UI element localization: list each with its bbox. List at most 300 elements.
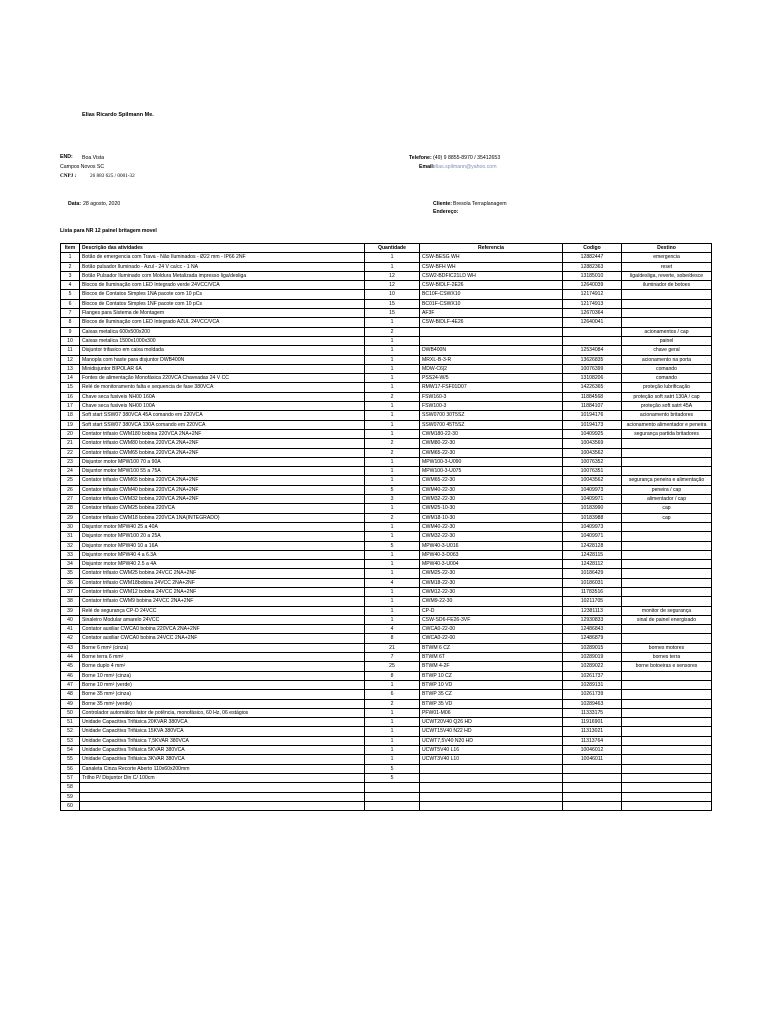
table-row [61,439,712,448]
table-row [61,467,712,476]
cell-destination [622,690,712,699]
cell-quantity: 25 [365,662,420,671]
cell-code: 10043562 [563,448,622,457]
cell-quantity: 8 [365,634,420,643]
cell-quantity: 5 [365,764,420,773]
cell-quantity: 2 [365,513,420,522]
cell-quantity: 1 [365,420,420,429]
cell-destination [622,718,712,727]
cell-description: Unidade Capacitiva Trifásica 5KVAR 380VCA [80,746,365,755]
cell-code: 11916901 [563,718,622,727]
cell-quantity: 1 [365,522,420,531]
cell-reference: MPW100-3-U075 [420,467,563,476]
table-row [61,513,712,522]
cell-description: Chave seca fusiveis NH00 100A [80,402,365,411]
cell-quantity: 1 [365,504,420,513]
col-header-destination: Destino [622,244,712,253]
cell-code: 10289463 [563,699,622,708]
client-address-label: Endereço: [433,209,459,215]
cell-code: 10046012 [563,746,622,755]
cell-code: 12381113 [563,606,622,615]
cell-item: 20 [61,429,80,438]
cell-item: 10 [61,336,80,345]
cell-code: 11313021 [563,727,622,736]
cell-destination [622,671,712,680]
cell-item: 25 [61,476,80,485]
cell-destination [622,522,712,531]
cell-description: Botão de emergencia com Trava - Não Iluminados - Ø22 mm - IP66 2NF [80,253,365,262]
cell-code [563,336,622,345]
cell-destination: painel [622,336,712,345]
cell-destination [622,290,712,299]
cell-reference: SSW0700 45T5SZ [420,420,563,429]
cell-destination: monitor de segurança [622,606,712,615]
cell-destination: borne botoeiras e sensores [622,662,712,671]
address-label: END: [60,154,73,160]
cell-description: Sinaleiro Modular amarelo 24VCC [80,615,365,624]
cell-description: Contator trifasio CWM9 bobina 24VCC 2NA+2NF [80,597,365,606]
cell-destination [622,634,712,643]
cell-reference: CSW-BFH WH [420,262,563,271]
cell-quantity: 10 [365,290,420,299]
cell-code [563,773,622,782]
cell-description: Unidade Capacitiva Trifásica 15KVA 380VCA [80,727,365,736]
cell-description: Borne 35 mm² (verde) [80,699,365,708]
cell-code: 10186031 [563,578,622,587]
cell-description: Contator trifasio CWM18bobina 24VCC 2NA+2NF [80,578,365,587]
cell-reference: MDW-C6|2 [420,364,563,373]
cell-quantity: 1 [365,476,420,485]
table-row [61,615,712,624]
table-row [61,309,712,318]
cell-code: 10194173 [563,420,622,429]
cell-description: Soft start SSW07 380VCA 130A comando em 220VCA [80,420,365,429]
cell-destination: reset [622,262,712,271]
cell-description: Botão pulsador Iluminado - Azul - 24 V ca/cc - 1 NA [80,262,365,271]
cell-quantity: 1 [365,587,420,596]
cell-item: 30 [61,522,80,531]
col-header-description: Descrição das atividades [80,244,365,253]
cell-destination [622,801,712,810]
cell-item: 37 [61,587,80,596]
cell-code: 10261739 [563,690,622,699]
cell-code: 10289131 [563,680,622,689]
cell-item: 23 [61,457,80,466]
cell-reference: CSW-BIDLF-4E26 [420,318,563,327]
cell-destination: cap [622,513,712,522]
cell-code: 12174912 [563,290,622,299]
cell-destination [622,560,712,569]
cell-destination: bornes motores [622,643,712,652]
table-row [61,364,712,373]
cell-description: Unidade Capacitiva Trifásica 20KVAR 380VCA [80,718,365,727]
cell-item: 3 [61,271,80,280]
cell-reference: BTWM 6 CZ [420,643,563,652]
cell-quantity: 12 [365,271,420,280]
cell-item: 32 [61,541,80,550]
table-row [61,653,712,662]
cell-quantity: 2 [365,392,420,401]
table-row [61,680,712,689]
cell-quantity: 1 [365,727,420,736]
cell-code: 10409971 [563,532,622,541]
cell-item: 57 [61,773,80,782]
cell-code: 12174913 [563,299,622,308]
cell-code: 13108206 [563,374,622,383]
table-row [61,346,712,355]
cell-destination [622,587,712,596]
cell-code [563,792,622,801]
cell-description: Botão Pulsador Iluminado com Moldura Metalizada impresso liga/desliga [80,271,365,280]
cell-reference [420,801,563,810]
cell-reference: UCWT5V40 L16 [420,746,563,755]
table-row [61,643,712,652]
cell-code: 10186429 [563,569,622,578]
cell-code: 10409973 [563,522,622,531]
cell-destination: chave geral [622,346,712,355]
cell-reference: CSW-SD6-FE26-3VF [420,615,563,624]
cell-code: 10289015 [563,643,622,652]
client-label: Cliente: [433,201,453,207]
cell-code: 10043569 [563,439,622,448]
cell-reference: MRXL-B-3-R [420,355,563,364]
cell-reference: CWM32-22-30 [420,532,563,541]
cell-reference: CSW-BESG WH [420,253,563,262]
cell-reference: CWM65-22-30 [420,448,563,457]
cell-description: Disjuntor motor MPW40 25 a 40A [80,522,365,531]
cell-quantity: 2 [365,327,420,336]
cell-code: 11884568 [563,392,622,401]
cell-quantity: 1 [365,718,420,727]
cell-code: 12640039 [563,281,622,290]
cell-item: 43 [61,643,80,652]
cell-destination [622,699,712,708]
cell-code: 12534084 [563,346,622,355]
cell-reference: DWB400N [420,346,563,355]
cell-destination: acionamentos / cap [622,327,712,336]
cell-code: 10289022 [563,662,622,671]
table-row [61,504,712,513]
cell-quantity: 1 [365,402,420,411]
cell-description: Blocos de Contatos Simples 1NA pacote com 10 pCs [80,290,365,299]
cell-item: 42 [61,634,80,643]
cell-code: 13185010 [563,271,622,280]
cell-quantity: 1 [365,383,420,392]
cell-destination [622,773,712,782]
cell-item: 39 [61,606,80,615]
cell-item: 17 [61,402,80,411]
table-row [61,374,712,383]
cell-item: 11 [61,346,80,355]
cell-code: 10043562 [563,476,622,485]
table-body [61,253,712,811]
table-row [61,671,712,680]
date-label: Data: [68,201,81,207]
table-row [61,792,712,801]
cell-item: 19 [61,420,80,429]
cell-quantity: 1 [365,615,420,624]
cell-item: 41 [61,625,80,634]
cell-code: 12640041 [563,318,622,327]
table-row [61,327,712,336]
cell-reference: BC01F-CSWX10 [420,299,563,308]
cell-code: 10076352 [563,457,622,466]
cell-code: 11884107 [563,402,622,411]
table-row [61,253,712,262]
cnpj-label: CNPJ : [60,173,77,179]
cell-destination [622,597,712,606]
cell-code: 12486879 [563,634,622,643]
cell-item: 13 [61,364,80,373]
cell-quantity: 4 [365,625,420,634]
cell-item: 44 [61,653,80,662]
cell-description: Controlador automático fator de potência, monofásico, 60 Hz, 06 estágios [80,708,365,717]
cell-description: Contator trifasio CWM40 bobina 220VCA 2NA+2NF [80,485,365,494]
cell-item: 16 [61,392,80,401]
cell-description: Contator trifasio CWM25 bobina 24VCC 2NA+2NF [80,569,365,578]
cell-quantity: 1 [365,318,420,327]
cell-reference [420,792,563,801]
cell-item: 1 [61,253,80,262]
cell-reference: AF3F [420,309,563,318]
cell-destination [622,736,712,745]
cell-quantity: 5 [365,773,420,782]
cell-item: 24 [61,467,80,476]
table-row [61,550,712,559]
cell-destination [622,764,712,773]
cell-item: 29 [61,513,80,522]
table-row [61,271,712,280]
cell-item: 53 [61,736,80,745]
cell-code: 11783516 [563,587,622,596]
cell-description: Flanges para Sistema de Montagem [80,309,365,318]
cell-code [563,764,622,773]
cell-reference: CWM40-22-30 [420,485,563,494]
table-row [61,318,712,327]
cell-reference: CWM9-22-30 [420,597,563,606]
cell-item: 54 [61,746,80,755]
cell-destination [622,299,712,308]
table-row [61,420,712,429]
table-row [61,569,712,578]
table-row [61,783,712,792]
cell-code [563,783,622,792]
cell-item: 5 [61,290,80,299]
cnpj-value: 26 883 625 / 0001-32 [90,173,135,179]
cell-description: Borne 10 mm² (cinza) [80,671,365,680]
cell-reference: CP-D [420,606,563,615]
cell-code: 10076351 [563,467,622,476]
cell-destination [622,467,712,476]
cell-quantity [365,783,420,792]
cell-description: Borne duplo 4 mm² [80,662,365,671]
cell-reference: BC10F-CSWX10 [420,290,563,299]
cell-item: 8 [61,318,80,327]
cell-description: Relé de monitoramento falta e sequencia de fase 380VCA [80,383,365,392]
cell-reference [420,783,563,792]
cell-code: 10194176 [563,411,622,420]
table-row [61,392,712,401]
table-row [61,560,712,569]
cell-item: 46 [61,671,80,680]
cell-item: 26 [61,485,80,494]
address-line-1: Boa Vista [82,155,105,161]
table-row [61,411,712,420]
cell-item: 7 [61,309,80,318]
table-row [61,402,712,411]
table-row [61,383,712,392]
cell-description: Contator trifasio CWM65 bobina 220VCA 2NA+2NF [80,476,365,485]
table-row [61,578,712,587]
date-value: 28 agosto, 2020 [83,201,121,207]
address-line-2: Campos Novos SC [60,164,105,170]
cell-destination [622,309,712,318]
table-row [61,597,712,606]
cell-reference: CWM180-22-30 [420,429,563,438]
cell-quantity: 3 [365,495,420,504]
cell-reference: BTWP 35 VD [420,699,563,708]
table-row [61,690,712,699]
table-row [61,429,712,438]
cell-item: 50 [61,708,80,717]
cell-description: Contator trifasio CWM180 bobina 220VCA 2NA+2NF [80,429,365,438]
cell-quantity: 1 [365,411,420,420]
cell-quantity: 1 [365,680,420,689]
cell-item: 28 [61,504,80,513]
cell-item: 12 [61,355,80,364]
table-row [61,773,712,782]
cell-reference: MPW40-3-D063 [420,550,563,559]
cell-destination [622,746,712,755]
cell-quantity: 1 [365,262,420,271]
cell-code: 10409925 [563,429,622,438]
cell-quantity: 1 [365,606,420,615]
cell-code: 10211705 [563,597,622,606]
col-header-quantity: Quantidade [365,244,420,253]
cell-description: Disjuntor motor MPW40 2.5 a 4A [80,560,365,569]
cell-reference: FSW100-3 [420,402,563,411]
cell-quantity: 1 [365,746,420,755]
cell-description: Contator auxiliar CWCA0 bobina 24VCC 2NA+2NF [80,634,365,643]
cell-description [80,801,365,810]
cell-destination [622,625,712,634]
table-row [61,801,712,810]
list-title: Lista para NR 12 painel britagem movel [60,228,157,234]
table-row [61,355,712,364]
cell-destination: comando [622,364,712,373]
email-link[interactable]: elias.spilmann@yahoo.com [433,164,497,170]
table-row [61,485,712,494]
cell-item: 52 [61,727,80,736]
cell-item: 55 [61,755,80,764]
phone-label: Telefone: [409,155,432,161]
cell-reference: BTWM 4-2F [420,662,563,671]
cell-item: 27 [61,495,80,504]
cell-description [80,792,365,801]
cell-destination: cap [622,504,712,513]
cell-destination: acionamento britadores [622,411,712,420]
cell-code: 11313764 [563,736,622,745]
table-row [61,522,712,531]
cell-item: 48 [61,690,80,699]
cell-reference: UCWT7,5V40 N20 HD [420,736,563,745]
phone-value: (49) 9 8855-8970 / 35412653 [433,155,501,161]
cell-destination: sinal de painel energisado [622,615,712,624]
cell-item: 59 [61,792,80,801]
cell-code: 12428115 [563,550,622,559]
cell-reference: MPW100-3-U090 [420,457,563,466]
cell-reference [420,764,563,773]
table-row [61,727,712,736]
table-row [61,764,712,773]
col-header-item: Item [61,244,80,253]
cell-destination: peneira / cap [622,485,712,494]
table-row [61,290,712,299]
cell-quantity [365,792,420,801]
company-name: Elias Ricardo Spilmann Me. [82,112,154,118]
cell-reference: CWM25-22-30 [420,569,563,578]
cell-quantity: 1 [365,346,420,355]
table-row [61,606,712,615]
table-row [61,495,712,504]
cell-description: Disjuntor motor MPW40 10 a 16A [80,541,365,550]
cell-code: 12670364 [563,309,622,318]
cell-destination: iluminador de botoes [622,281,712,290]
cell-code: 13626835 [563,355,622,364]
cell-reference: CWM18-22-30 [420,578,563,587]
cell-destination [622,708,712,717]
cell-destination: proteção lubrificação [622,383,712,392]
cell-quantity: 1 [365,429,420,438]
cell-reference: BTWP 10 CZ [420,671,563,680]
cell-item: 36 [61,578,80,587]
cell-description: Contator auxiliar CWCA0 bobina 220VCA 2NA+2NF [80,625,365,634]
cell-destination: segurança partida britadores [622,429,712,438]
cell-reference: CSW-BIDLF-2E26 [420,281,563,290]
cell-item: 21 [61,439,80,448]
cell-description: Caixas metalica 600x500x200 [80,327,365,336]
email-label: Email: [419,164,435,170]
cell-destination: proteção soft satrt 45A [622,402,712,411]
cell-quantity: 1 [365,336,420,345]
cell-reference: CWM65-22-30 [420,476,563,485]
cell-item: 34 [61,560,80,569]
cell-destination [622,457,712,466]
cell-item: 47 [61,680,80,689]
cell-description [80,783,365,792]
col-header-code: Codigo [563,244,622,253]
cell-quantity: 7 [365,653,420,662]
cell-quantity: 1 [365,457,420,466]
cell-quantity: 5 [365,541,420,550]
cell-quantity: 1 [365,736,420,745]
cell-description: Blocos de Contatos Simples 1NF pacote com 10 pCs [80,299,365,308]
cell-destination [622,318,712,327]
cell-reference: PFW01-M06 [420,708,563,717]
cell-quantity: 4 [365,578,420,587]
cell-reference: MPW40-3-U004 [420,560,563,569]
cell-code: 14226365 [563,383,622,392]
cell-code: 10046011 [563,755,622,764]
table-row [61,532,712,541]
cell-description: Borne terra 6 mm² [80,653,365,662]
cell-item: 38 [61,597,80,606]
cell-reference: BTWP 10 VD [420,680,563,689]
cell-destination: alimentador / cap [622,495,712,504]
cell-quantity: 1 [365,569,420,578]
table-row [61,662,712,671]
cell-code: 12486843 [563,625,622,634]
